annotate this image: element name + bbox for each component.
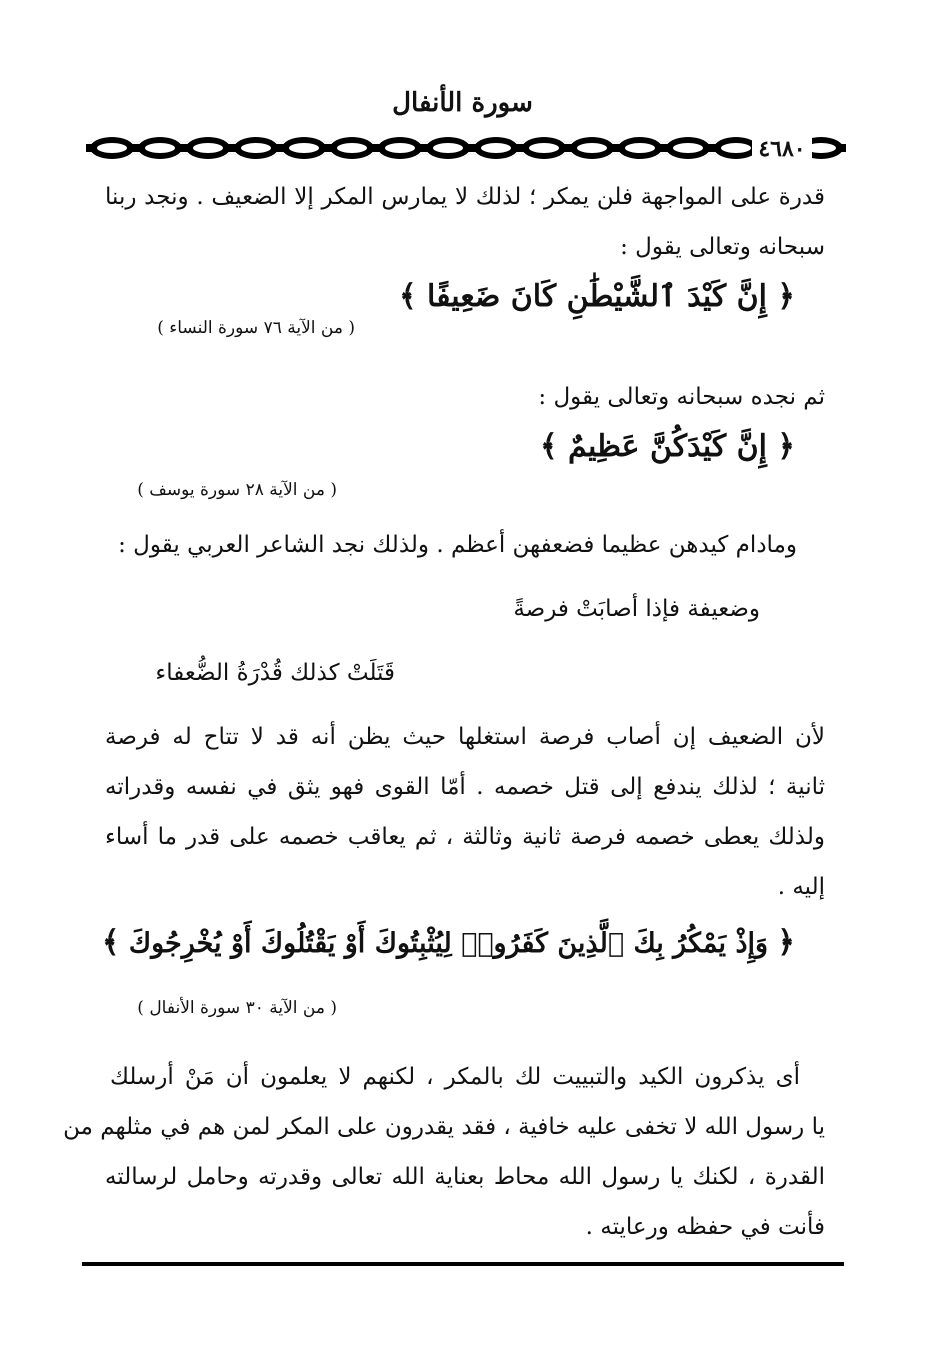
paragraph-line: ثانية ؛ لذلك يندفع إلى قتل خصمه . أمّا القوى فهو يثق في نفسه وقدراته [105, 774, 826, 800]
ornament-oval-hole [481, 143, 511, 153]
paragraph-line: ومادام كيدهن عظيما فضعفهن أعظم . ولذلك نجد الشاعر العربي يقول : [118, 532, 797, 558]
quran-verse-3 [102, 922, 795, 965]
ornament-oval-hole [241, 143, 271, 153]
quran-verse-text: إِنَّ كَيْدَكُنَّ عَظِيمٌ [567, 429, 767, 464]
verse-bracket-close: ﴾ [398, 279, 417, 314]
verse-bracket-open: ﴿ [777, 279, 795, 314]
paragraph-line: إليه . [777, 874, 825, 900]
ornament-oval-hole [673, 143, 703, 153]
paragraph-line: أى يذكرون الكيد والتبييت لك بالمكر ، لكنهم لا يعلمون أن مَنْ أرسلك [110, 1064, 800, 1090]
ornament-oval-hole [721, 143, 751, 153]
paragraph-line: قدرة على المواجهة فلن يمكر ؛ لذلك لا يمارس المكر إلا الضعيف . ونجد ربنا [105, 184, 825, 210]
page-number: ٤٦٨٠ [752, 134, 812, 164]
paragraph-line: ثم نجده سبحانه وتعالى يقول : [538, 384, 825, 410]
ornament-oval-hole [529, 143, 559, 153]
quran-verse-text: وَإِذْ يَمْكُرُ بِكَ ٱلَّذِينَ كَفَرُوا۟ لِيُثْبِتُوكَ أَوْ يَقْتُلُوكَ أَوْ يُخْرِجُوكَ [128, 928, 769, 959]
quran-verse-1 [399, 276, 795, 318]
verse-bracket-open: ﴿ [777, 925, 795, 960]
ornament-oval-hole [337, 143, 367, 153]
ornament-oval-hole [433, 143, 463, 153]
verse-reference: ( من الآية ٢٨ سورة يوسف ) [137, 480, 337, 500]
verse-bracket-open: ﴿ [777, 429, 795, 464]
verse-reference: ( من الآية ٣٠ سورة الأنفال ) [137, 998, 337, 1018]
poem-verse-line: وضعيفة فإذا أصابَتْ فرصةً [513, 596, 760, 622]
paragraph-line: ولذلك يعطى خصمه فرصة ثانية وثالثة ، ثم يعاقب خصمه على قدر ما أساء [105, 824, 825, 850]
surah-title: سورة الأنفال [392, 88, 533, 118]
paragraph-line: القدرة ، لكنك يا رسول الله محاط بعناية الله تعالى وقدرته وحامل لرسالته [105, 1164, 825, 1190]
quran-verse-2 [540, 426, 795, 468]
paragraph-line: لأن الضعيف إن أصاب فرصة استغلها حيث يظن أنه قد لا تتاح له فرصة [105, 724, 825, 750]
footer-rule [82, 1262, 844, 1266]
paragraph-line: فأنت في حفظه ورعايته . [585, 1214, 825, 1240]
quran-verse-text: إِنَّ كَيْدَ ٱلشَّيْطَٰنِ كَانَ ضَعِيفًا [426, 279, 767, 314]
verse-reference: ( من الآية ٧٦ سورة النساء ) [157, 318, 355, 338]
ornament-oval-hole [577, 143, 607, 153]
verse-bracket-close: ﴾ [101, 925, 120, 960]
ornament-oval-hole [145, 143, 175, 153]
ornament-oval-hole [193, 143, 223, 153]
ornament-oval-hole [289, 143, 319, 153]
verse-bracket-close: ﴾ [539, 429, 558, 464]
paragraph-line: سبحانه وتعالى يقول : [620, 234, 825, 260]
poem-verse-line: قَتَلَتْ كذلك قُدْرَةُ الضُّعفاء [155, 660, 395, 686]
ornament-oval-hole [625, 143, 655, 153]
ornament-oval-hole [385, 143, 415, 153]
paragraph-line: يا رسول الله لا تخفى عليه خافية ، فقد يقدرون على المكر لمن هم في مثلهم من [63, 1114, 825, 1140]
ornamental-header-band [86, 132, 846, 164]
ornament-oval-hole [97, 143, 127, 153]
